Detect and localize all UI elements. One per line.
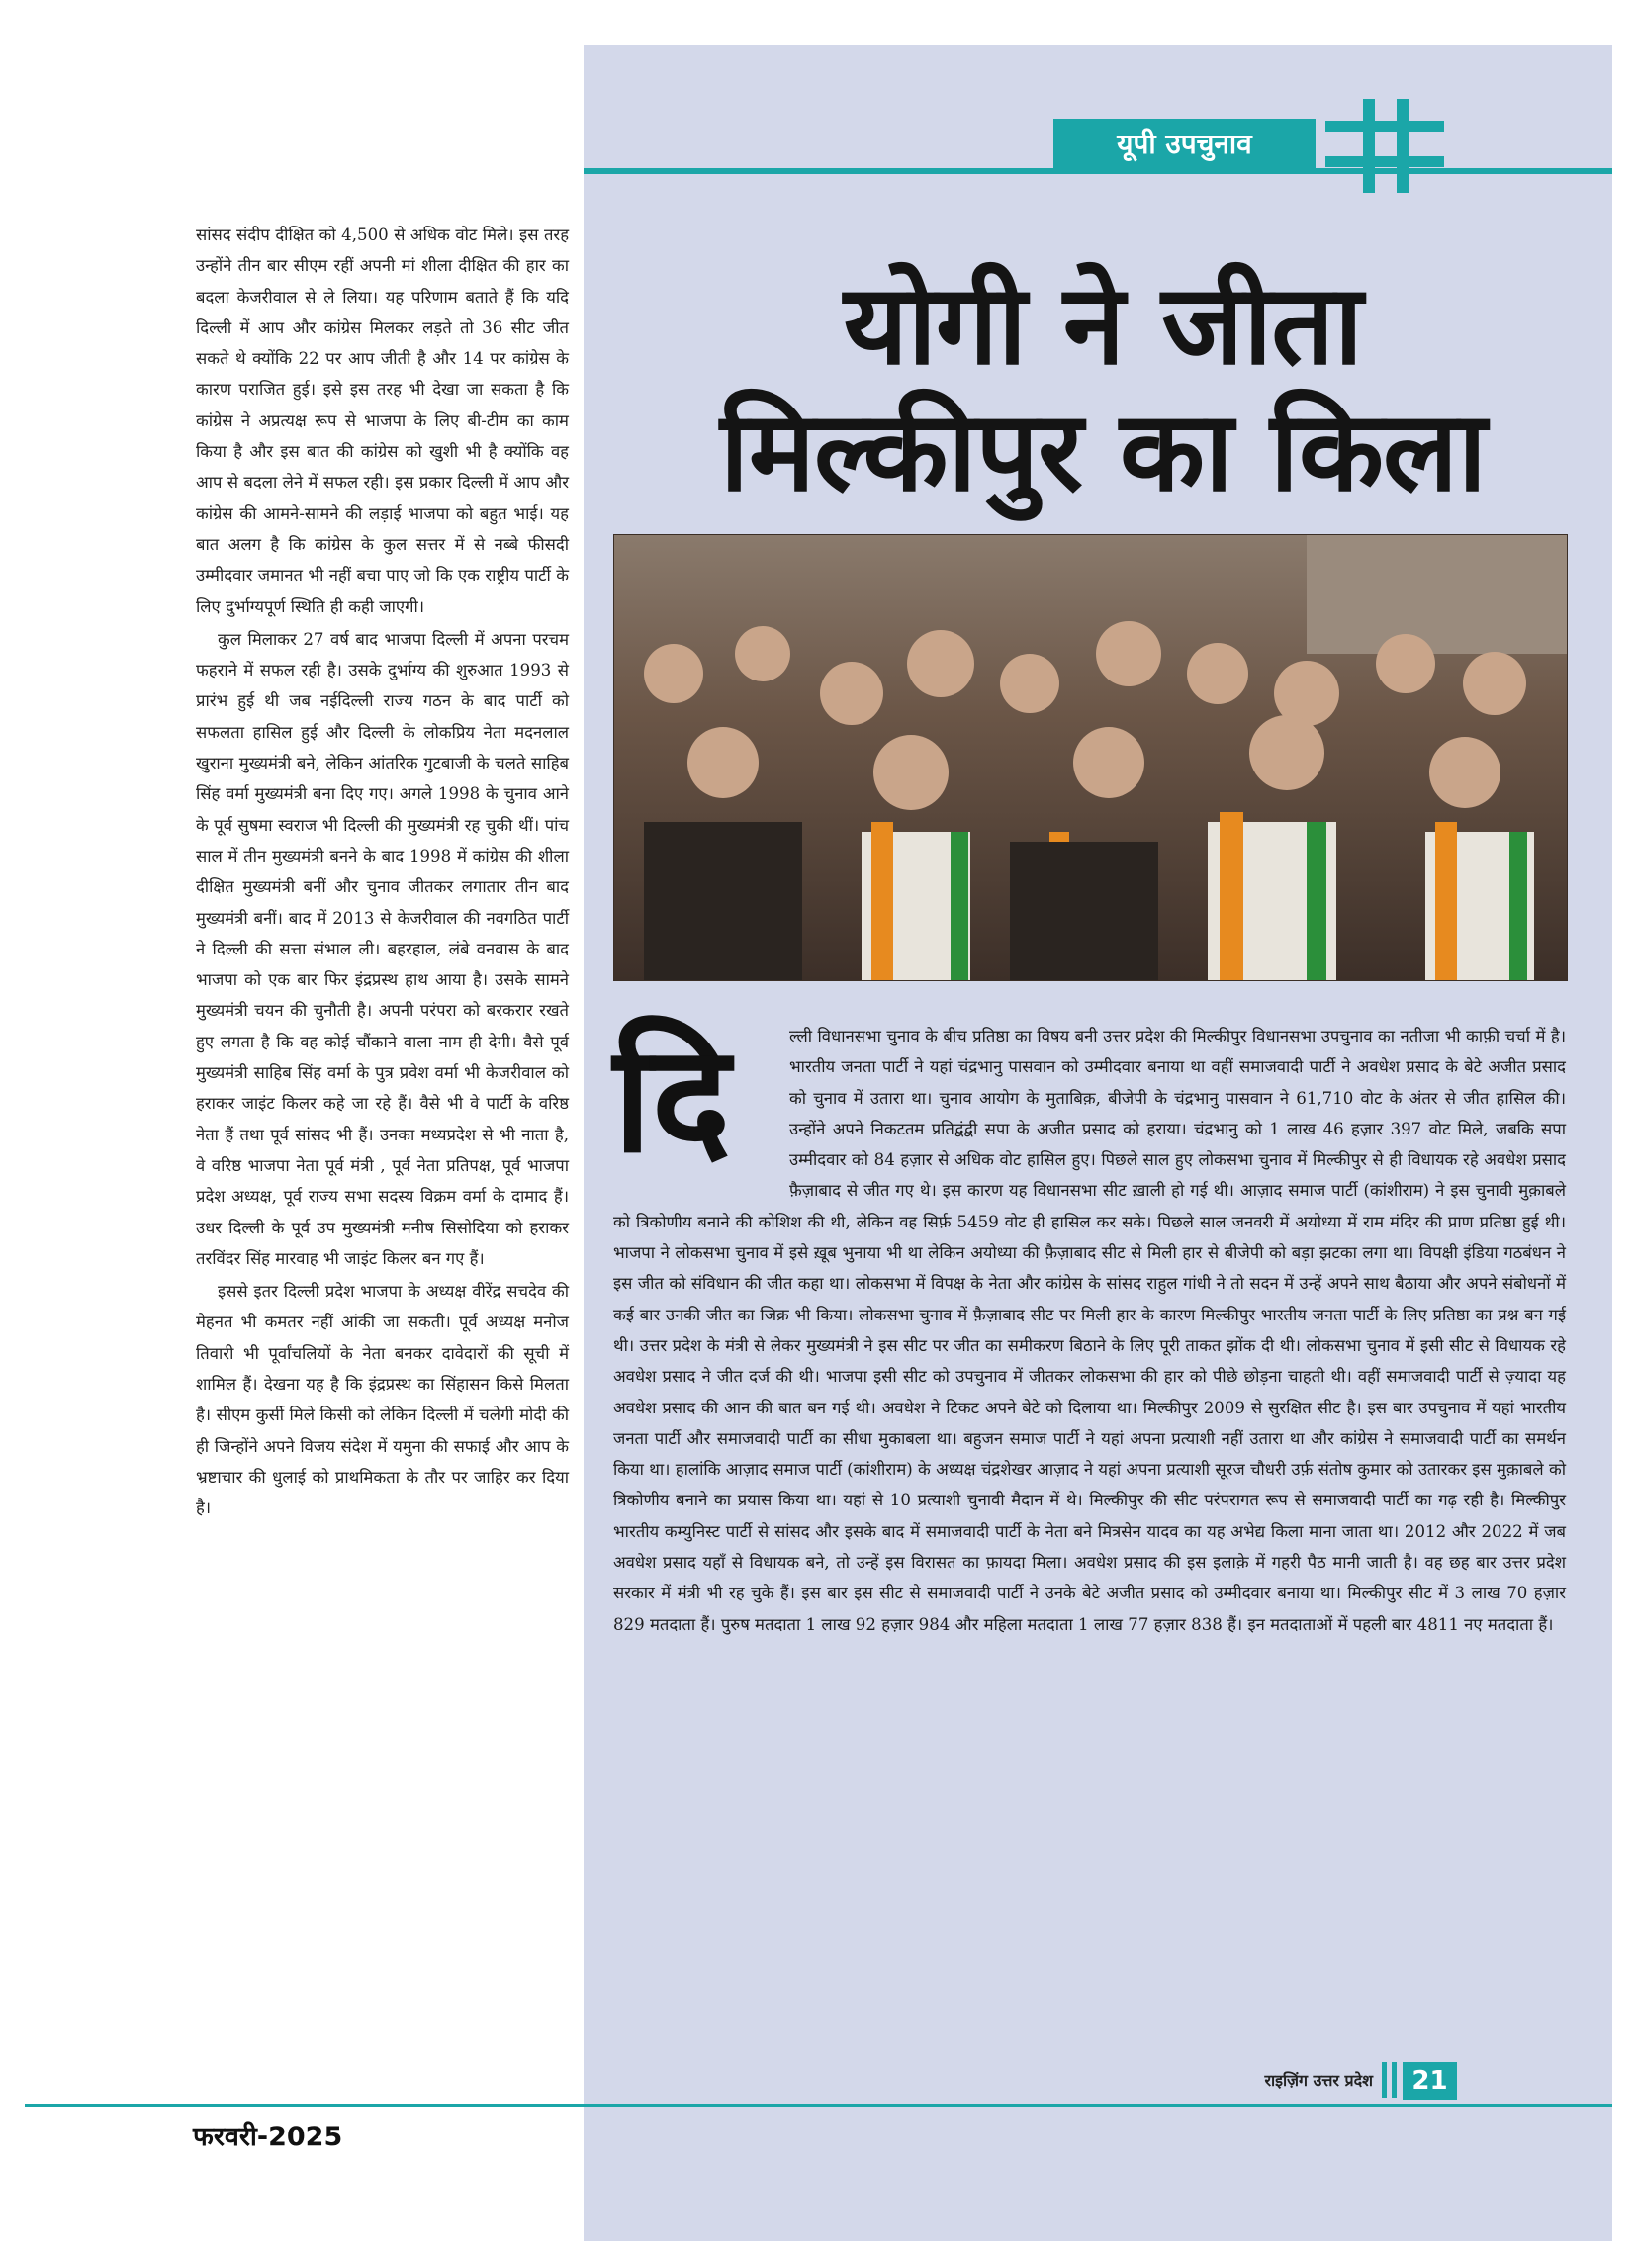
issue-date: फरवरी-2025 (193, 2122, 343, 2152)
page-number: 21 (1403, 2062, 1457, 2100)
section-tag: यूपी उपचुनाव (1053, 119, 1316, 170)
magazine-name: राइज़िंग उत्तर प्रदेश (1264, 2071, 1373, 2090)
left-paragraph: सांसद संदीप दीक्षित को 4,500 से अधिक वोट मिले। इस तरह उन्होंने तीन बार सीएम रहीं अपनी मां शीला दीक्षित की हार का बदला केजरीवाल से ले लिया। यह परिणाम बताते हैं कि यदि दिल्ली में आप और कांग्रेस मिलकर लड़ते तो 36 सीट जीत सकते थे क्योंकि 22 पर आप जीती है और 14 पर कांग्रेस के कारण पराजित हुई। इसे इस तरह भी देखा जा सकता है कि कांग्रेस ने अप्रत्यक्ष रूप से भाजपा के लिए बी-टीम का काम किया है और इस बात की कांग्रेस को खुशी भी है क्योंकि वह आप से बदला लेने में सफल रही। इस प्रकार दिल्ली में आप और कांग्रेस की आमने-सामने की लड़ाई भाजपा को बहुत भाई। यह बात अलग है कि कांग्रेस के कुल सत्तर में से नब्बे फीसदी उम्मीदवार जमानत भी नहीं बचा पाए जो कि एक राष्ट्रीय पार्टी के लिए दुर्भाग्यपूर्ण स्थिति ही कही जाएगी। (196, 226, 569, 616)
headline (613, 262, 1592, 515)
drop-cap: दि (613, 1014, 731, 1186)
divider-bars-icon (1380, 2062, 1400, 2098)
footer-rule (25, 2104, 1612, 2107)
rally-photo (613, 534, 1568, 981)
left-paragraph: इससे इतर दिल्ली प्रदेश भाजपा के अध्यक्ष वीरेंद्र सचदेव की मेहनत भी कमतर नहीं आंकी जा सकती। पूर्व अध्यक्ष मनोज तिवारी भी पूर्वांचलियों के नेता बनकर दावेदारों की सूची में शामिल हैं। देखना यह है कि इंद्रप्रस्थ का सिंहासन किसे मिलता है। सीएम कुर्सी मिले किसी को लेकिन दिल्ली में चलेगी मोदी की ही जिन्होंने अपने विजय संदेश में यमुना की सफाई और आप के भ्रष्टाचार की धुलाई को प्राथमिकता के तौर पर जाहिर कर दिया है। (196, 1282, 569, 1518)
left-paragraph: कुल मिलाकर 27 वर्ष बाद भाजपा दिल्ली में अपना परचम फहराने में सफल रही है। उसके दुर्भाग्य की शुरुआत 1993 से प्रारंभ हुई थी जब नईदिल्ली राज्य गठन के बाद पार्टी को सफलता हासिल हुई और दिल्ली के लोकप्रिय नेता मदनलाल खुराना मुख्यमंत्री बने, लेकिन आंतरिक गुटबाजी के चलते साहिब सिंह वर्मा मुख्यमंत्री बना दिए गए। अगले 1998 के चुनाव आने के पूर्व सुषमा स्वराज भी दिल्ली की मुख्यमंत्री रह चुकी थीं। पांच साल में तीन मुख्यमंत्री बनने के बाद 1998 में कांग्रेस की शीला दीक्षित मुख्यमंत्री बनीं और चुनाव जीतकर लगातार तीन बाद मुख्यमंत्री बनीं। बाद में 2013 से केजरीवाल की नवगठित पार्टी ने दिल्ली की सत्ता संभाल ली। बहरहाल, लंबे वनवास के बाद भाजपा को एक बार फिर इंद्रप्रस्थ हाथ आया है। उसके सामने मुख्यमंत्री चयन की चुनौती है। अपनी परंपरा को बरकरार रखते हुए लगता है कि वह कोई चौंकाने वाला नाम ही देगी। वैसे पूर्व मुख्यमंत्री साहिब सिंह वर्मा के पुत्र प्रवेश वर्मा भी केजरीवाल को हराकर जाइंट किलर कहे जा रहे हैं। वैसे भी वे पार्टी के वरिष्ठ नेता हैं तथा पूर्व सांसद भी हैं। उनका मध्यप्रदेश से भी नाता है, वे वरिष्ठ भाजपा नेता पूर्व मंत्री , पूर्व नेता प्रतिपक्ष, पूर्व भाजपा प्रदेश अध्यक्ष, पूर्व राज्य सभा सदस्य विक्रम वर्मा के दामाद हैं। उधर दिल्ली के पूर्व उप मुख्यमंत्री मनीष सिसोदिया को हराकर तरविंदर सिंह मारवाह भी जाइंट किलर बन गए हैं। (196, 629, 569, 1268)
article-body (613, 1014, 1566, 1640)
hash-icon (1325, 99, 1444, 193)
article-text: ल्ली विधानसभा चुनाव के बीच प्रतिष्ठा का विषय बनी उत्तर प्रदेश की मिल्कीपुर विधानसभा उपचुनाव का नतीजा भी काफ़ी चर्चा में है। भारतीय जनता पार्टी ने यहां चंद्रभानु पासवान को उम्मीदवार बनाया था वहीं समाजवादी पार्टी ने अवधेश प्रसाद के बेटे अजीत प्रसाद को चुनाव में उतारा था। चुनाव आयोग के मुताबिक़, बीजेपी के चंद्रभानु पासवान ने 61,710 वोट के अंतर से जीत हासिल की। उन्होंने अपने निकटतम प्रतिद्वंद्वी सपा के अजीत प्रसाद को हराया। चंद्रभानु को 1 लाख 46 हज़ार 397 वोट मिले, जबकि सपा उम्मीदवार को 84 हज़ार से अधिक वोट हासिल हुए। पिछले साल हुए लोकसभा चुनाव में मिल्कीपुर से ही विधायक रहे अवधेश प्रसाद फ़ैज़ाबाद से जीत गए थे। इस कारण यह विधानसभा सीट ख़ाली हो गई थी। आज़ाद समाज पार्टी (कांशीराम) ने इस चुनावी मुक़ाबले को त्रिकोणीय बनाने की कोशिश की थी, लेकिन वह सिर्फ़ 5459 वोट ही हासिल कर सके। पिछले साल जनवरी में अयोध्या में राम मंदिर की प्राण प्रतिष्ठा हुई थी। भाजपा ने लोकसभा चुनाव में इसे ख़ूब भुनाया भी था लेकिन अयोध्या की फ़ैज़ाबाद सीट से मिली हार से बीजेपी को बड़ा झटका लगा था। विपक्षी इंडिया गठबंधन ने इस जीत को संविधान की जीत कहा था। लोकसभा में विपक्ष के नेता और कांग्रेस के सांसद राहुल गांधी ने तो सदन में उन्हें अपने साथ बैठाया और अपने संबोधनों में कई बार उनकी जीत का जिक्र भी किया। लोकसभा चुनाव में फ़ैज़ाबाद सीट पर मिली हार के कारण मिल्कीपुर भारतीय जनता पार्टी के लिए प्रतिष्ठा का प्रश्न बन गई थी। उत्तर प्रदेश के मंत्री से लेकर मुख्यमंत्री ने इस सीट पर जीत का समीकरण बिठाने के लिए पूरी ताकत झोंक दी थी। लोकसभा चुनाव में इसी सीट से विधायक रहे अवधेश प्रसाद ने जीत दर्ज की थी। भाजपा इसी सीट को उपचुनाव में जीतकर लोकसभा की हार को पीछे छोड़ना चाहती थी। वहीं समाजवादी पार्टी से ज़्यादा यह अवधेश प्रसाद की आन की बात बन गई थी। अवधेश ने टिकट अपने बेटे को दिलाया था। मिल्कीपुर 2009 से सुरक्षित सीट है। इस बार उपचुनाव में यहां भारतीय जनता पार्टी और समाजवादी पार्टी का सीधा मुकाबला था। बहुजन समाज पार्टी ने यहां अपना प्रत्याशी नहीं उतारा था और कांग्रेस ने समाजवादी पार्टी का समर्थन किया था। हालांकि आज़ाद समाज पार्टी (कांशीराम) के अध्यक्ष चंद्रशेखर आज़ाद ने यहां अपना प्रत्याशी सूरज चौधरी उर्फ़ संतोष कुमार को उतारकर इस मुक़ाबले को त्रिकोणीय बनाने का प्रयास किया था। यहां से 10 प्रत्याशी चुनावी मैदान में थे। मिल्कीपुर की सीट परंपरागत रूप से समाजवादी पार्टी का गढ़ रही है। मिल्कीपुर भारतीय कम्युनिस्ट पार्टी से सांसद और इसके बाद में समाजवादी पार्टी के नेता बने मित्रसेन यादव का यह अभेद्य किला माना जाता था। 2012 और 2022 में जब अवधेश प्रसाद यहाँ से विधायक बने, तो उन्हें इस विरासत का फ़ायदा मिला। अवधेश प्रसाद की इस इलाक़े में गहरी पैठ मानी जाती है। वह छह बार उत्तर प्रदेश सरकार में मंत्री भी रह चुके हैं। इस बार इस सीट से समाजवादी पार्टी ने उनके बेटे अजीत प्रसाद को उम्मीदवार बनाया था। मिल्कीपुर सीट में 3 लाख 70 हज़ार 829 मतदाता हैं। पुरुष मतदाता 1 लाख 92 हज़ार 984 और महिला मतदाता 1 लाख 77 हज़ार 838 हैं। इन मतदाताओं में पहली बार 4811 नए मतदाता हैं। (613, 1027, 1566, 1634)
left-column-text (196, 220, 569, 1523)
headline-line-1: योगी ने जीता (843, 261, 1363, 390)
headline-line-2: मिल्कीपुर का किला (720, 388, 1486, 516)
